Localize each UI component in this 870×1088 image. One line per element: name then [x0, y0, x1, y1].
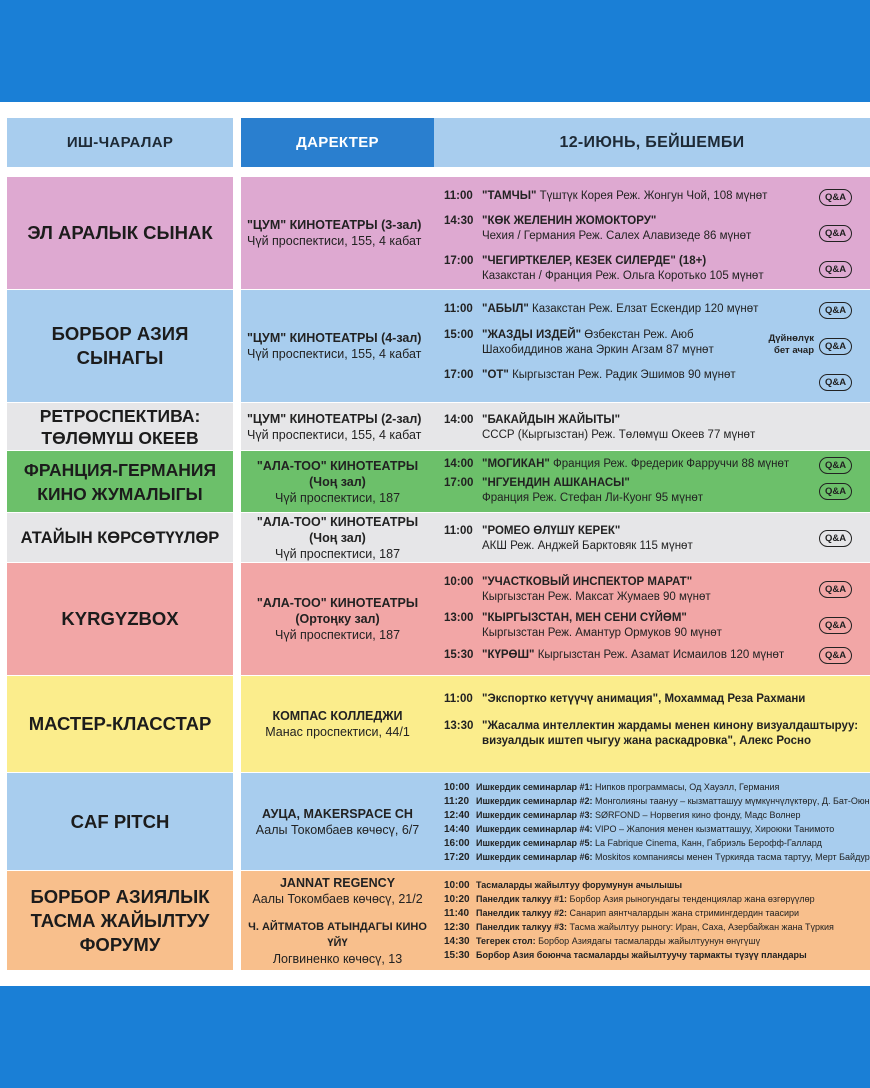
venue-name: JANNAT REGENCY	[279, 875, 396, 890]
venue-address: Манас проспектиси, 44/1	[265, 725, 410, 739]
screening-item: 11:00 "РОМЕО ӨЛҮШҮ КЕРЕК" АКШ Реж. Анджей Барктовяк 115 мүнөт	[444, 525, 693, 552]
venue-cell	[241, 563, 434, 675]
venue-address: Чүй проспектиси, 187	[274, 490, 401, 505]
header-events: ИШ-ЧАРАЛАР	[7, 118, 233, 167]
venue-cell	[241, 773, 434, 870]
venue-name: "ЦУМ" КИНОТЕАТРЫ (4-зал)	[247, 331, 422, 345]
program-cell	[434, 451, 870, 512]
category-label: ЭЛ АРАЛЫК СЫНАК	[7, 177, 233, 289]
screening-item: 17:00 "ОТ" Кыргызстан Реж. Радик Эшимов 90 мүнөт	[444, 369, 736, 381]
screening-item: 11:00 "АБЫЛ" Казакстан Реж. Елзат Ескендир 120 мүнөт	[444, 303, 759, 315]
venue-address: Аалы Токомбаев көчөсү, 6/7	[255, 822, 420, 837]
header-venues: ДАРЕКТЕР	[241, 118, 434, 167]
program-cell	[434, 177, 870, 289]
qa-badge: Q&A	[819, 457, 852, 474]
program-cell	[434, 513, 870, 562]
program-cell	[434, 676, 870, 772]
screening-item: 17:00 "НГУЕНДИН АШКАНАСЫ" Франция Реж. Стефан Ли-Куонг 95 мүнөт	[444, 477, 703, 504]
program-cell	[434, 403, 870, 450]
venue-name: "ЦУМ" КИНОТЕАТРЫ (3-зал)	[247, 218, 422, 232]
qa-badge: Q&A	[819, 647, 852, 664]
venue-hall: (Ортоңку зал)	[295, 612, 380, 626]
qa-badge: Q&A	[819, 617, 852, 634]
venue2-name: Ч. АЙТМАТОВ АТЫНДАГЫ КИНО ҮЙҮ	[248, 920, 427, 949]
screening-item: 14:00 "МОГИКАН" Франция Реж. Фредерик Фарруччи 88 мүнөт	[444, 458, 790, 470]
qa-badge: Q&A	[819, 261, 852, 278]
category-label: ФРАНЦИЯ-ГЕРМАНИЯ КИНО ЖУМАЛЫГЫ	[7, 451, 233, 512]
venue-name: КОМПАС КОЛЛЕДЖИ	[272, 709, 403, 723]
qa-badge: Q&A	[819, 338, 852, 355]
venue-name: "АЛА-ТОО" КИНОТЕАТРЫ	[256, 458, 419, 473]
row-retrospective	[7, 403, 870, 450]
qa-badge: Q&A	[819, 189, 852, 206]
forum-item: 10:00 Тасмаларды жайылтуу форумунун ачылышы	[444, 880, 683, 891]
qa-badge: Q&A	[819, 581, 852, 598]
qa-badge: Q&A	[819, 374, 852, 391]
venue-cell	[241, 290, 434, 402]
category-label: KYRGYZBOX	[7, 563, 233, 675]
venue-name: "АЛА-ТОО" КИНОТЕАТРЫ	[256, 596, 419, 610]
seminar-item: 10:00 Ишкердик семинарлар #1: Нипков программасы, Од Хауэлл, Германия	[444, 782, 780, 793]
screening-item: 13:00 "КЫРГЫЗСТАН, МЕН СЕНИ СҮЙӨМ" Кыргызстан Реж. Амантур Ормуков 90 мүнөт	[444, 612, 722, 639]
screening-item: 14:30 "КӨК ЖЕЛЕНИН ЖОМОКТОРУ" Чехия / Германия Реж. Салех Алавизеде 86 мүнөт	[444, 215, 752, 242]
category-label: БОРБОР АЗИЯ СЫНАГЫ	[7, 290, 233, 402]
row-special-screenings	[7, 513, 870, 562]
row-kyrgyzbox	[7, 563, 870, 675]
seminar-item: 14:40 Ишкердик семинарлар #4: VIPO – Жапония менен кызматташуу, Хироюки Танимото	[444, 824, 835, 835]
forum-item: 11:40 Панелдик талкуу #2: Санарип аянтчалардын жана стримингдердин таасири	[444, 908, 800, 919]
venue-cell	[241, 676, 434, 772]
venue-cell	[241, 177, 434, 289]
category-label: РЕТРОСПЕКТИВА: ТӨЛӨМҮШ ОКЕЕВ	[7, 403, 233, 450]
program-cell	[434, 871, 870, 970]
venue-name: "ЦУМ" КИНОТЕАТРЫ (2-зал)	[247, 411, 422, 426]
screening-item: 15:30 "КҮРӨШ" Кыргызстан Реж. Азамат Исмаилов 120 мүнөт	[444, 649, 785, 661]
qa-badge: Q&A	[819, 530, 852, 547]
venue-address: Аалы Токомбаев көчөсү, 21/2	[252, 891, 423, 906]
venue-cell	[241, 871, 434, 970]
forum-item: 12:30 Панелдик талкуу #3: Тасма жайылтуу рыногу: Иран, Саха, Азербайжан жана Түркия	[444, 922, 834, 933]
venue-name: АУЦА, MAKERSPACE CH	[262, 806, 413, 821]
row-master-classes	[7, 676, 870, 772]
category-label: БОРБОР АЗИЯЛЫК ТАСМА ЖАЙЫЛТУУ ФОРУМУ	[7, 871, 233, 970]
forum-item: 14:30 Тегерек стол: Борбор Азиядагы тасмаларды жайылтуунун өнүгүшү	[444, 936, 761, 947]
forum-item: 15:30 Борбор Азия боюнча тасмаларды жайылтуучу тармакты түзүү пландары	[444, 950, 807, 961]
venue-hall: (Чоң зал)	[309, 474, 366, 489]
program-cell	[434, 563, 870, 675]
category-label: АТАЙЫН КӨРСӨТҮҮЛӨР	[7, 513, 233, 562]
venue-cell	[241, 513, 434, 562]
header-date: 12-ИЮНЬ, БЕЙШЕМБИ	[434, 118, 870, 167]
masterclass-item: 11:00 "Экспортко кетүүчү анимация", Мохаммад Реза Рахмани	[444, 693, 806, 705]
seminar-item: 11:20 Ишкердик семинарлар #2: Монголияны таануу – кызматташуу мүмкүнчүлүктөрү, Д. Бат-Оюн	[444, 796, 870, 807]
row-international-competition	[7, 177, 870, 289]
row-caf-pitch	[7, 773, 870, 870]
venue2-address: Логвиненко көчөсү, 13	[272, 951, 403, 966]
venue-address: Чүй проспектиси, 155, 4 кабат	[247, 347, 422, 361]
screening-item: 10:00 "УЧАСТКОВЫЙ ИНСПЕКТОР МАРАТ" Кыргызстан Реж. Максат Жумаев 90 мүнөт	[444, 576, 711, 603]
venue-cell	[241, 403, 434, 450]
qa-badge: Q&A	[819, 225, 852, 242]
program-cell	[434, 290, 870, 402]
screening-item: 17:00 "ЧЕГИРТКЕЛЕР, КЕЗЕК СИЛЕРДЕ" (18+) Казакстан / Франция Реж. Ольга Коротько 105 мүнөт	[444, 255, 764, 282]
venue-address: Чүй проспектиси, 155, 4 кабат	[247, 427, 422, 442]
venue-name: "АЛА-ТОО" КИНОТЕАТРЫ	[256, 514, 419, 529]
row-central-asia-competition	[7, 290, 870, 402]
category-label: CAF PITCH	[7, 773, 233, 870]
program-cell	[434, 773, 870, 870]
row-france-germany-week	[7, 451, 870, 512]
venue-hall: (Чоң зал)	[309, 530, 366, 545]
screening-item: 15:00 "ЖАЗДЫ ИЗДЕЙ" Өзбекстан Реж. Аюб Шахобиддинов жана Эркин Агзам 87 мүнөт	[444, 329, 714, 356]
row-distribution-forum	[7, 871, 870, 970]
qa-badge: Q&A	[819, 483, 852, 500]
venue-address: Чүй проспектиси, 155, 4 кабат	[247, 234, 422, 248]
masterclass-item: 13:30 "Жасалма интеллектин жардамы менен кинону визуалдаштыруу: визуалдык иштеп чыгуу жана раскадровка", Алекс Росно	[444, 720, 859, 747]
seminar-item: 16:00 Ишкердик семинарлар #5: La Fabrique Cinema, Канн, Габриэль Берофф-Галлард	[444, 838, 822, 849]
screening-item: 14:00 "БАКАЙДЫН ЖАЙЫТЫ" СССР (Кыргызстан) Реж. Төлөмүш Океев 77 мүнөт	[444, 414, 756, 441]
venue-cell	[241, 451, 434, 512]
venue-address: Чүй проспектиси, 187	[274, 628, 401, 642]
screening-item: 11:00 "ТАМЧЫ" Түштүк Корея Реж. Жонгун Чой, 108 мүнөт	[444, 190, 768, 202]
seminar-item: 17:20 Ишкердик семинарлар #6: Moskitos компаниясы менен Түркияда тасма тартуу, Мерт Байдур	[444, 852, 870, 863]
seminar-item: 12:40 Ишкердик семинарлар #3: SØRFOND – Норвегия кино фонду, Мадс Волнер	[444, 810, 801, 821]
forum-item: 10:20 Панелдик талкуу #1: Борбор Азия рыногундагы тенденциялар жана өзгөрүүлөр	[444, 894, 815, 905]
venue-address: Чүй проспектиси, 187	[274, 546, 401, 561]
category-label: МАСТЕР-КЛАССТАР	[7, 676, 233, 772]
qa-badge: Q&A	[819, 302, 852, 319]
world-premiere-note: Дүйнөлүк бет ачар	[768, 333, 814, 356]
